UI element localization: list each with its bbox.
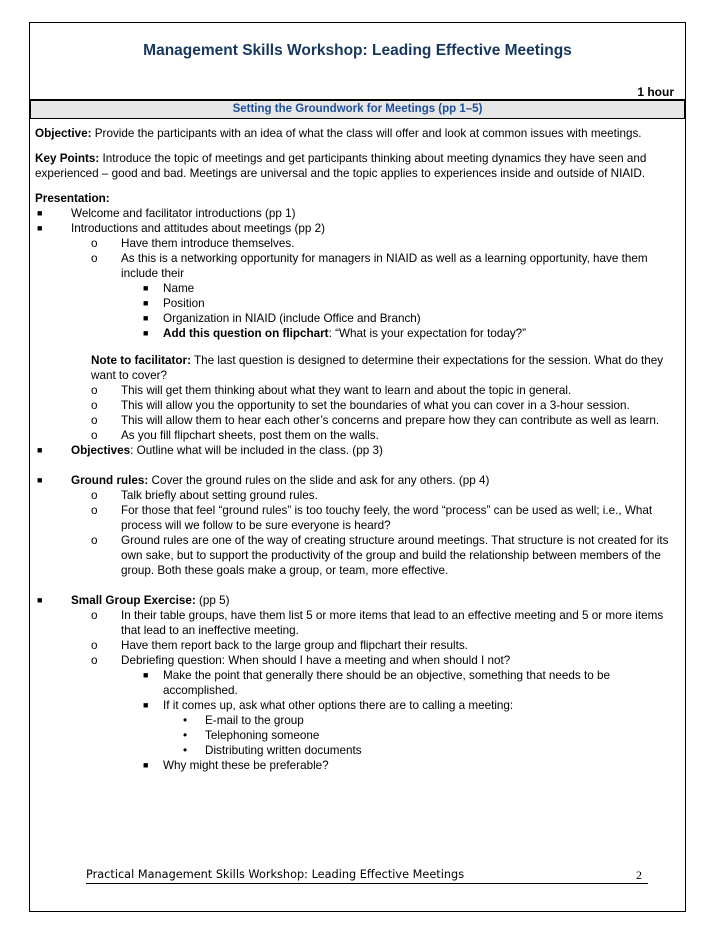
list-item xyxy=(143,758,683,773)
list-item xyxy=(91,653,683,773)
intro-item: Name xyxy=(163,282,195,295)
list-item xyxy=(183,713,683,728)
introductions-text: Introductions and attitudes about meetings (pp 2) xyxy=(71,222,326,235)
lesson-content xyxy=(35,121,683,773)
flipchart-text: : “What is your expectation for today?” xyxy=(328,327,527,340)
debrief-point: If it comes up, ask what other options there are to calling a meeting: xyxy=(163,699,514,712)
list-item xyxy=(91,413,683,428)
list-item xyxy=(91,503,683,533)
meeting-option: Telephoning someone xyxy=(205,729,320,742)
small-group-item: Have them report back to the large group and flipchart their results. xyxy=(121,639,468,652)
circle-bullet-icon: o xyxy=(91,534,98,547)
welcome-text: Welcome and facilitator introductions (pp 1) xyxy=(71,207,296,220)
section-heading-bar xyxy=(30,99,685,119)
introductions-sublist xyxy=(71,236,683,341)
circle-bullet-icon: o xyxy=(91,639,98,652)
square-bullet-icon: ■ xyxy=(143,328,149,338)
debrief-point: Why might these be preferable? xyxy=(163,759,329,772)
meeting-options-list xyxy=(163,713,683,758)
circle-bullet-icon: o xyxy=(91,252,98,265)
list-item xyxy=(143,296,683,311)
flipchart-label: Add this question on flipchart xyxy=(163,327,329,340)
small-group-sublist xyxy=(71,608,683,773)
presentation-list xyxy=(35,206,683,773)
square-bullet-icon: ■ xyxy=(143,313,149,323)
ground-rules-text: Cover the ground rules on the slide and ask for any others. (pp 4) xyxy=(151,474,490,487)
note-text: The last question is designed to determine their expectations for the session. What do they want to cover? xyxy=(91,354,664,382)
page-number: 2 xyxy=(636,868,642,882)
small-group-text: (pp 5) xyxy=(198,594,230,607)
list-item xyxy=(143,668,683,698)
small-group-label: Small Group Exercise: xyxy=(71,594,196,607)
list-item xyxy=(91,251,683,341)
square-bullet-icon: ■ xyxy=(143,298,149,308)
square-bullet-icon: ■ xyxy=(143,283,149,293)
document-title: Management Skills Workshop: Leading Effective Meetings xyxy=(143,42,572,59)
list-item xyxy=(91,398,683,413)
circle-bullet-icon: o xyxy=(91,429,98,442)
list-item xyxy=(143,326,683,341)
list-item xyxy=(91,236,683,251)
list-item xyxy=(91,488,683,503)
debrief-point: Make the point that generally there should be an objective, something that needs to be accomplished. xyxy=(163,669,611,697)
ground-rules-sublist xyxy=(71,488,683,578)
section-heading: Setting the Groundwork for Meetings (pp 1–5) xyxy=(232,103,483,115)
list-item xyxy=(143,281,683,296)
square-bullet-icon: ■ xyxy=(37,595,43,605)
circle-bullet-icon: o xyxy=(91,654,98,667)
list-item xyxy=(183,728,683,743)
meeting-option: E-mail to the group xyxy=(205,714,304,727)
presentation-label: Presentation: xyxy=(35,192,110,205)
ground-rules-label: Ground rules: xyxy=(71,474,149,487)
list-item xyxy=(143,311,683,326)
square-bullet-icon: ■ xyxy=(37,445,43,455)
list-item xyxy=(35,221,683,443)
key-points-text: Introduce the topic of meetings and get participants thinking about meeting dynamics they have seen and experienced – good and bad. Meetings are universal and the topic applies to experiences inside and outside of NIAID. xyxy=(35,152,647,180)
circle-bullet-icon: o xyxy=(91,489,98,502)
ground-rules-item: Ground rules are one of the way of creating structure around meetings. That structure is not created for its own sake, but to support the productivity of the group and build the relationship between members of the group. Both these goals make a group, or team, more effective. xyxy=(121,534,669,577)
footer-title: Practical Management Skills Workshop: Leading Effective Meetings xyxy=(86,868,465,881)
list-item xyxy=(35,443,683,458)
note-sublist xyxy=(71,383,683,443)
small-group-item: In their table groups, have them list 5 or more items that lead to an effective meeting and 5 or more items that lead to an ineffective meeting. xyxy=(121,609,664,637)
square-bullet-icon: ■ xyxy=(37,223,43,233)
intro-sub-1: Have them introduce themselves. xyxy=(121,237,295,250)
note-item: As you fill flipchart sheets, post them on the walls. xyxy=(121,429,379,442)
list-item xyxy=(91,608,683,638)
intro-item: Organization in NIAID (include Office and Branch) xyxy=(163,312,421,325)
list-item xyxy=(35,473,683,578)
dot-bullet-icon: • xyxy=(183,729,188,742)
circle-bullet-icon: o xyxy=(91,414,98,427)
ground-rules-item: For those that feel “ground rules” is too touchy feely, the word “process” can be used as well; i.e., What process will we follow to be sure everyone is heard? xyxy=(121,504,653,532)
circle-bullet-icon: o xyxy=(91,609,98,622)
list-item xyxy=(143,698,683,758)
list-item xyxy=(183,743,683,758)
circle-bullet-icon: o xyxy=(91,384,98,397)
square-bullet-icon: ■ xyxy=(37,475,43,485)
note-label: Note to facilitator: xyxy=(91,354,191,367)
key-points-paragraph xyxy=(35,151,683,181)
list-item xyxy=(91,428,683,443)
dot-bullet-icon: • xyxy=(183,744,188,757)
square-bullet-icon: ■ xyxy=(143,700,149,710)
objective-label: Objective: xyxy=(35,127,92,140)
circle-bullet-icon: o xyxy=(91,399,98,412)
list-item xyxy=(35,206,683,221)
meeting-option: Distributing written documents xyxy=(205,744,362,757)
objective-paragraph xyxy=(35,126,683,141)
square-bullet-icon: ■ xyxy=(143,760,149,770)
note-item: This will get them thinking about what they want to learn and about the topic in general. xyxy=(121,384,572,397)
intro-sub-2: As this is a networking opportunity for managers in NIAID as well as a learning opportunity, have them include their xyxy=(121,252,648,280)
objectives-label: Objectives xyxy=(71,444,131,457)
circle-bullet-icon: o xyxy=(91,504,98,517)
circle-bullet-icon: o xyxy=(91,237,98,250)
list-item xyxy=(91,533,683,578)
objectives-text: : Outline what will be included in the class. (pp 3) xyxy=(130,444,383,457)
list-item xyxy=(91,383,683,398)
small-group-item: Debriefing question: When should I have a meeting and when should I not? xyxy=(121,654,511,667)
intro-items-list xyxy=(121,281,683,341)
ground-rules-item: Talk briefly about setting ground rules. xyxy=(121,489,318,502)
square-bullet-icon: ■ xyxy=(37,208,43,218)
square-bullet-icon: ■ xyxy=(143,670,149,680)
duration-label: 1 hour xyxy=(637,85,674,99)
list-item xyxy=(91,638,683,653)
intro-item: Position xyxy=(163,297,205,310)
objective-text: Provide the participants with an idea of what the class will offer and look at common issues with meetings. xyxy=(94,127,642,140)
page-footer xyxy=(86,866,648,884)
note-item: This will allow them to hear each other’s concerns and prepare how they can contribute as well as learn. xyxy=(121,414,660,427)
debrief-list xyxy=(121,668,683,773)
presentation-heading xyxy=(35,191,683,206)
facilitator-note xyxy=(91,353,683,383)
key-points-label: Key Points: xyxy=(35,152,100,165)
note-item: This will allow you the opportunity to set the boundaries of what you can cover in a 3-hour session. xyxy=(121,399,630,412)
dot-bullet-icon: • xyxy=(183,714,188,727)
list-item xyxy=(35,593,683,773)
